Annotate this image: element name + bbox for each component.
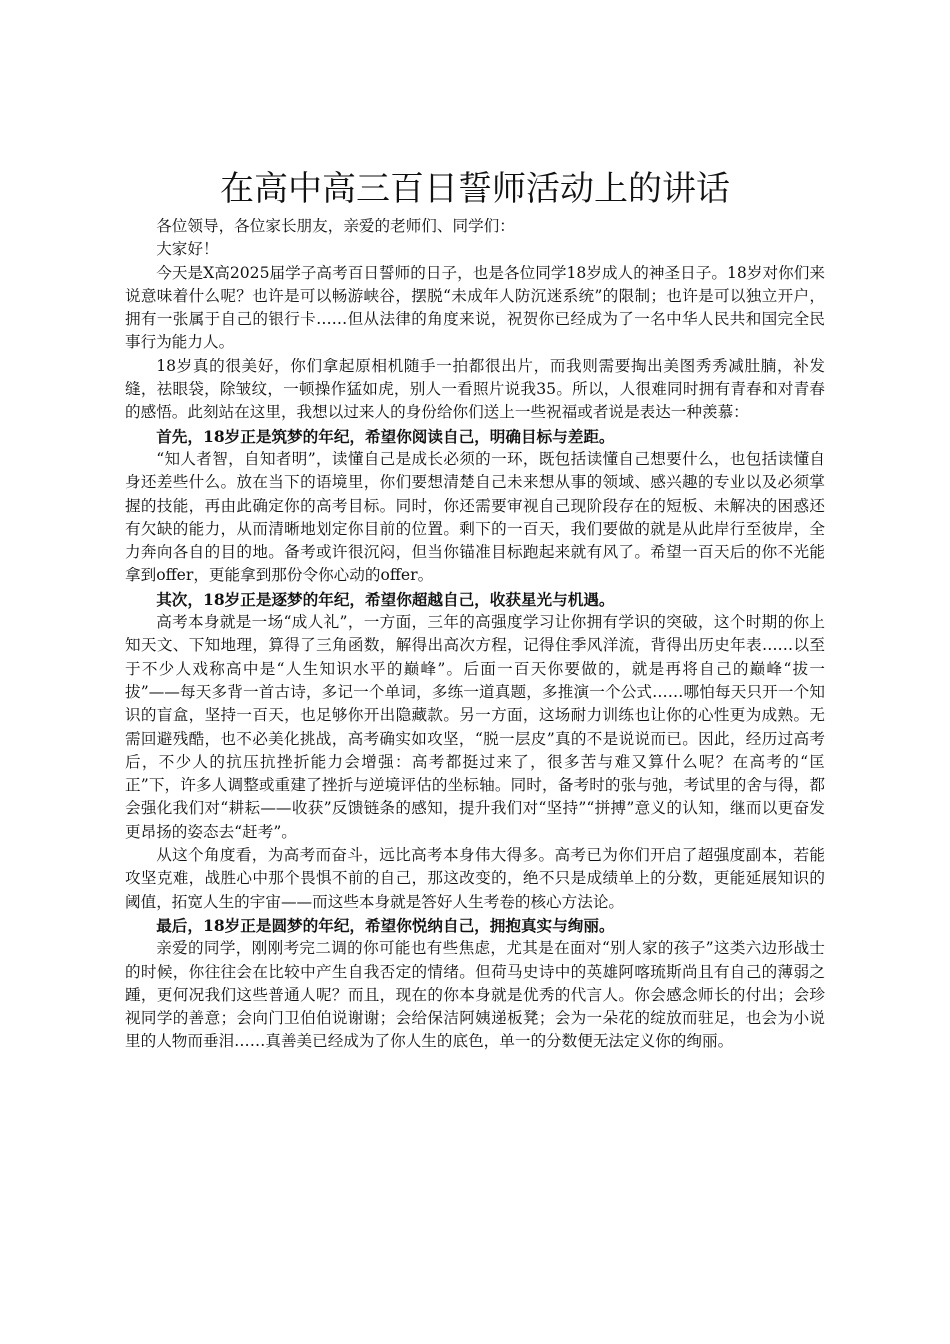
section-heading-second: 其次，18岁正是逐梦的年纪，希望你超越自己，收获星光与机遇。 xyxy=(156,589,615,609)
body-paragraph: 亲爱的同学，刚刚考完二调的你可能也有些焦虑，尤其是在面对“别人家的孩子”这类六边形战士的时候，你往往会在比较中产生自我否定的情绪。但荷马史诗中的英雄阿喀琉斯尚且有自己的薄弱之踵，更何况我们这些普通人呢？而且，现在的你本身就是优秀的代言人。你会感念师长的付出；会珍视同学的善意；会向门卫伯伯说谢谢；会给保洁阿姨递板凳；会为一朵花的绽放而驻足，也会为小说里的人物而垂泪……真善美已经成为了你人生的底色，单一的分数便无法定义你的绚丽。 xyxy=(125,939,825,1051)
body-paragraph: 今天是X高2025届学子高考百日誓师的日子，也是各位同学18岁成人的神圣日子。18岁对你们来说意味着什么呢？也许是可以畅游峡谷，摆脱“未成年人防沉迷系统”的限制；也许是可以独立开户，拥有一张属于自己的银行卡……但从法律的角度来说，祝贺你已经成为了一名中华人民共和国完全民事行为能力人。 xyxy=(125,263,825,352)
document-title: 在高中高三百日誓师活动上的讲话 xyxy=(220,169,730,209)
body-paragraph: “知人者智，自知者明”，读懂自己是成长必须的一环，既包括读懂自己想要什么，也包括读懂自身还差些什么。放在当下的语境里，你们要想清楚自己未来想从事的领域、感兴趣的专业以及必须掌握的技能，再由此确定你的高考目标。同时，你还需要审视自己现阶段存在的短板、未解决的困惑还有欠缺的能力，从而清晰地划定你目前的位置。剩下的一百天，我们要做的就是从此岸行至彼岸，全力奔向各自的目的地。备考或许很沉闷，但当你锚准目标跑起来就有风了。希望一百天后的你不光能拿到offer，更能拿到那份令你心动的offer。 xyxy=(125,449,825,585)
greeting-paragraph: 各位领导，各位家长朋友，亲爱的老师们、同学们： xyxy=(156,217,515,235)
body-paragraph: 从这个角度看，为高考而奋斗，远比高考本身伟大得多。高考已为你们开启了超强度副本，若能攻坚克难，战胜心中那个畏惧不前的自己，那这改变的，绝不只是成绩单上的分数，更能延展知识的阈值，拓宽人生的宇宙——而这些本身就是答好人生考卷的核心方法论。 xyxy=(125,846,825,911)
hello-paragraph: 大家好！ xyxy=(156,240,219,259)
body-paragraph: 18岁真的很美好，你们拿起原相机随手一拍都很出片，而我则需要掏出美图秀秀减肚腩，补发缝，祛眼袋，除皱纹，一顿操作猛如虎，别人一看照片说我35。所以，人很难同时拥有青春和对青春的感悟。此刻站在这里，我想以过来人的身份给你们送上一些祝福或者说是表达一种羡慕： xyxy=(125,356,825,422)
document-body xyxy=(125,215,825,1054)
section-heading-first: 首先，18岁正是筑梦的年纪，希望你阅读自己，明确目标与差距。 xyxy=(156,426,615,446)
section-heading-last: 最后，18岁正是圆梦的年纪，希望你悦纳自己，拥抱真实与绚丽。 xyxy=(156,915,615,935)
document-page xyxy=(125,165,825,1054)
body-paragraph: 高考本身就是一场“成人礼”，一方面，三年的高强度学习让你拥有学识的突破，这个时期的你上知天文、下知地理，算得了三角函数，解得出高次方程，记得住季风洋流，背得出历史年表……以至于不少人戏称高中是“人生知识水平的巅峰”。后面一百天你要做的，就是再将自己的巅峰“拔一拔”——每天多背一首古诗，多记一个单词，多练一道真题，多推演一个公式……哪怕每天只开一个知识的盲盒，坚持一百天，也足够你开出隐藏款。另一方面，这场耐力训练也让你的心性更为成熟。无需回避残酷，也不必美化挑战，高考确实如攻坚，“脱一层皮”真的不是说说而已。因此，经历过高考后，不少人的抗压抗挫折能力会增强：高考都挺过来了，很多苦与难又算什么呢？在高考的“匡正”下，许多人调整或重建了挫折与逆境评估的坐标轴。同时，备考时的张与弛，考试里的舍与得，都会强化我们对“耕耘——收获”反馈链条的感知，提升我们对“坚持”“拼搏”意义的认知，继而以更奋发更昂扬的姿态去“赶考”。 xyxy=(125,613,825,841)
